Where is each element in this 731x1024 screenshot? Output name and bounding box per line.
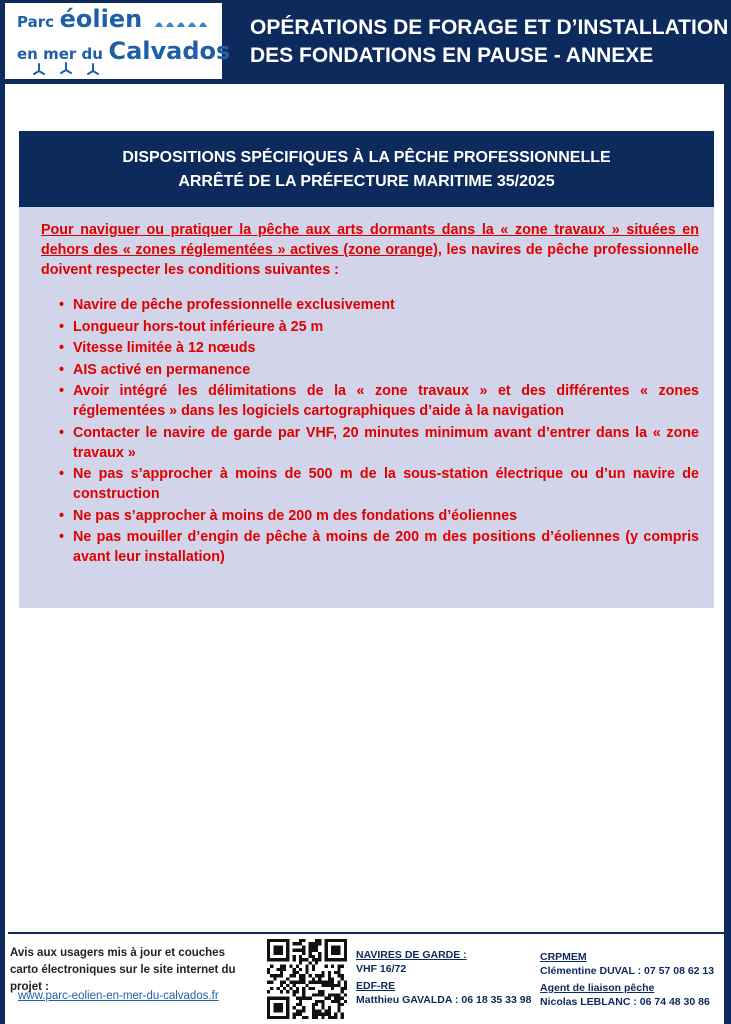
- rule-text: Contacter le navire de garde par VHF, 20 minutes minimum avant d’entrer dans la « zone travaux »: [73, 424, 699, 461]
- footer-notice: Avis aux usagers mis à jour et couches carto électroniques sur le site internet du projet :: [10, 947, 236, 993]
- bullet-icon: •: [59, 466, 65, 482]
- page-title-line2: DES FONDATIONS EN PAUSE - ANNEXE: [250, 44, 654, 67]
- rule-text: Vitesse limitée à 12 nœuds: [73, 340, 256, 356]
- right-border: [724, 0, 731, 1024]
- project-logo: [5, 3, 231, 79]
- rule-text: Avoir intégré les délimitations de la « zone travaux » et des différentes « zones réglementées » dans les logiciels cartographiques d’aide à la navigation: [73, 383, 699, 419]
- footer-divider: [8, 932, 724, 934]
- crpmem-title: CRPMEM: [540, 951, 587, 963]
- website-link[interactable]: www.parc-eolien-en-mer-du-calvados.fr: [18, 990, 219, 1002]
- guard-ships-title: NAVIRES DE GARDE :: [356, 949, 467, 961]
- intro-text: , les navires de pêche professionnelle doivent respecter les conditions suivantes :: [41, 242, 699, 278]
- rule-text: Navire de pêche professionnelle exclusivement: [73, 297, 395, 313]
- list-item: [59, 423, 699, 463]
- logo-text: Parc: [17, 13, 55, 31]
- bullet-icon: •: [59, 361, 65, 378]
- page-title: [250, 14, 729, 70]
- list-item: [59, 317, 699, 337]
- list-item: [59, 338, 699, 358]
- list-item: [59, 506, 699, 526]
- rules-list: [59, 295, 699, 569]
- bullet-icon: •: [59, 297, 65, 313]
- intro-paragraph: [41, 220, 699, 280]
- list-item: [59, 295, 699, 315]
- card-heading-line2: ARRÊTÉ DE LA PRÉFECTURE MARITIME 35/2025: [178, 173, 555, 190]
- crpmem-contact: Clémentine DUVAL : 07 57 08 62 13: [540, 965, 715, 977]
- bullet-icon: •: [59, 529, 65, 545]
- bullet-icon: •: [59, 318, 65, 335]
- list-item: [59, 381, 699, 421]
- left-border: [0, 0, 5, 1024]
- agent-title: Agent de liaison pêche: [540, 982, 655, 994]
- logo-text: éolien: [59, 5, 143, 33]
- logo-text: Calvados: [108, 37, 231, 65]
- card-heading: [19, 131, 714, 207]
- edf-contact: Matthieu GAVALDA : 06 18 35 33 98: [356, 994, 532, 1006]
- list-item: [59, 527, 699, 567]
- waves-icon: [153, 15, 213, 29]
- rule-text: AIS activé en permanence: [73, 361, 251, 378]
- rule-text: Ne pas s’approcher à moins de 200 m des fondations d’éoliennes: [73, 507, 518, 524]
- header-banner: [0, 0, 731, 84]
- qr-code[interactable]: [267, 939, 347, 1019]
- card-heading-line1: DISPOSITIONS SPÉCIFIQUES À LA PÊCHE PROFESSIONNELLE: [122, 149, 611, 166]
- bullet-icon: •: [59, 424, 65, 441]
- agent-contact: Nicolas LEBLANC : 06 74 48 30 86: [540, 996, 710, 1008]
- logo-line1: [17, 5, 142, 33]
- rule-text: Ne pas s’approcher à moins de 500 m de la sous-station électrique ou d’un navire de construction: [73, 466, 699, 502]
- vhf-channels: VHF 16/72: [356, 963, 407, 975]
- bullet-icon: •: [59, 340, 65, 356]
- rule-text: Ne pas mouiller d’engin de pêche à moins de 200 m des positions d’éoliennes (y compris avant leur installation): [73, 529, 699, 565]
- wind-turbine-icon: [33, 61, 103, 77]
- crpmem-contacts: [540, 950, 714, 1009]
- bullet-icon: •: [59, 383, 65, 399]
- rule-text: Longueur hors-tout inférieure à 25 m: [73, 318, 324, 335]
- logo-text: en mer du: [17, 45, 103, 63]
- list-item: [59, 360, 699, 380]
- intro-underlined-text: Pour naviguer ou pratiquer la pêche aux arts dormants dans la « zone travaux » situées en dehors des « zones réglementées » actives (zone orange): [41, 222, 699, 258]
- list-item: [59, 464, 699, 504]
- page-title-line1: OPÉRATIONS DE FORAGE ET D’INSTALLATION: [250, 16, 729, 39]
- edf-title: EDF-RE: [356, 980, 396, 992]
- bullet-icon: •: [59, 507, 65, 524]
- guard-ships-contacts: [356, 948, 531, 1007]
- fishing-rules-card: [19, 131, 714, 608]
